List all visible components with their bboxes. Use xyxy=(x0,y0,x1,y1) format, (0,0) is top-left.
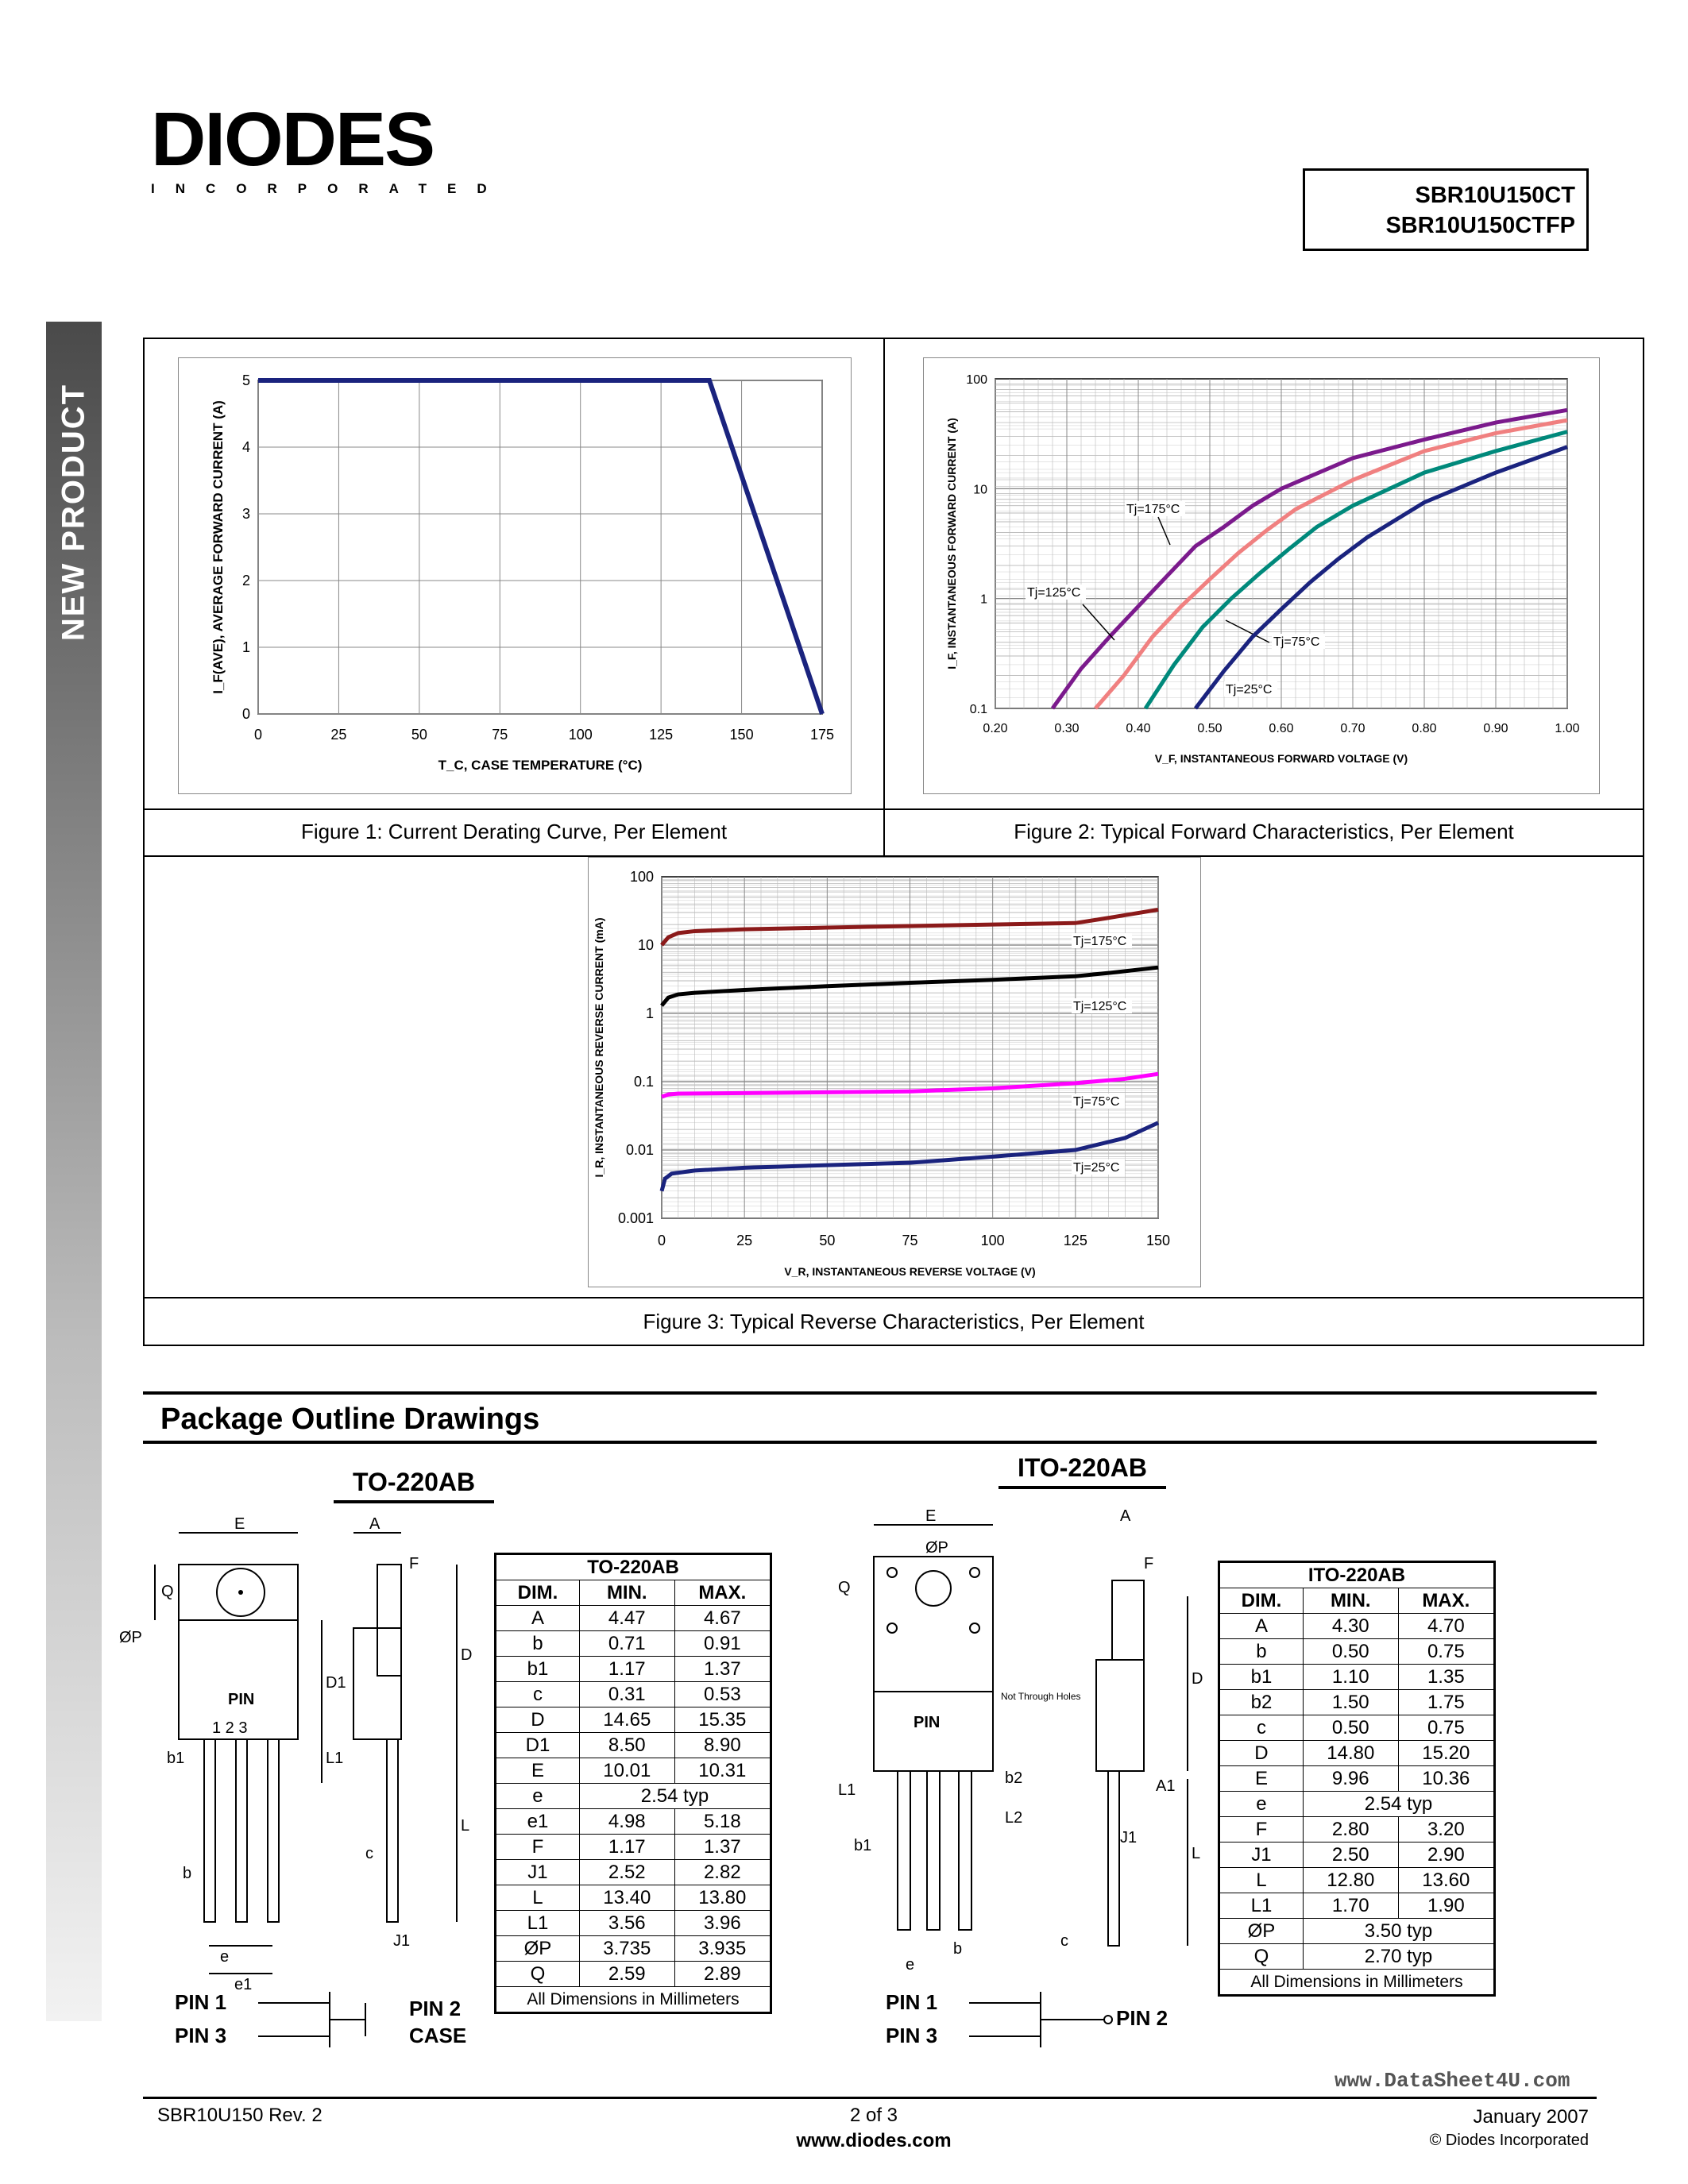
page-number: 2 of 3 xyxy=(849,2105,898,2126)
to220-dimension-table: TO-220AB DIM. MIN. MAX. A 4.47 4.67 b 0.71 0.91 b1 1.17 1.37 c 0.31 0.53 D 14.65 15.35 D1 8.50 8.90 E 10.01 10.31 e 2.54 typ e1 4.98 5.18 F 1.17 1.37 J1 2.52 2.82 L 13.40 13.80 L1 3.56 3.96 ØP 3.735 3.935 Q 2.59 2.89 All Dimensions in Millimeters xyxy=(494,1553,772,2014)
table-row: b1 1.10 1.35 xyxy=(1219,1665,1495,1690)
revision: SBR10U150 Rev. 2 xyxy=(157,2105,323,2126)
x-tick-label: 25 xyxy=(330,727,347,743)
y-axis-label: I_F(AVE), AVERAGE FORWARD CURRENT (A) xyxy=(211,400,226,694)
date: January 2007 xyxy=(1473,2106,1589,2128)
table-row: E 9.96 10.36 xyxy=(1219,1766,1495,1792)
footer-rule xyxy=(143,2097,1597,2099)
series-label: Tj=125°C xyxy=(1073,1000,1127,1013)
ito-dim-b: b xyxy=(953,1940,963,1958)
table-row: A 4.30 4.70 xyxy=(1219,1614,1495,1639)
y-tick-label: 0 xyxy=(241,706,250,722)
table-row: c 0.31 0.53 xyxy=(496,1682,771,1707)
y-axis-label: I_F, INSTANTANEOUS FORWARD CURRENT (A) xyxy=(945,418,958,669)
pin-label: PIN xyxy=(228,1691,255,1708)
part-number-box xyxy=(1303,168,1589,251)
dim-P: ØP xyxy=(119,1629,142,1646)
table-row: b1 1.17 1.37 xyxy=(496,1657,771,1682)
x-axis-label: V_R, INSTANTANEOUS REVERSE VOLTAGE (V) xyxy=(784,1265,1036,1278)
table-row: L1 3.56 3.96 xyxy=(496,1911,771,1936)
table-row: D1 8.50 8.90 xyxy=(496,1733,771,1758)
watermark: www.DataSheet4U.com xyxy=(1335,2069,1570,2093)
y-tick-label: 0.1 xyxy=(633,1074,654,1090)
series-label: Tj=25°C xyxy=(1073,1161,1120,1175)
x-tick-label: 0.90 xyxy=(1483,722,1508,735)
pin-numbers: 1 2 3 xyxy=(212,1719,248,1737)
ito-dim-A: A xyxy=(1120,1507,1131,1525)
ito-dim-F: F xyxy=(1144,1555,1154,1572)
ito-dim-L: L xyxy=(1192,1845,1201,1862)
dim-c: c xyxy=(365,1845,373,1862)
y-axis-label: I_R, INSTANTANEOUS REVERSE CURRENT (mA) xyxy=(593,917,605,1178)
ito220-label: ITO-220AB xyxy=(999,1453,1166,1489)
table-row: J1 2.52 2.82 xyxy=(496,1860,771,1885)
to220-table-title: TO-220AB xyxy=(496,1554,771,1580)
ito-dim-L2: L2 xyxy=(1005,1809,1023,1827)
table-row: E 10.01 10.31 xyxy=(496,1758,771,1784)
logo-subtitle: INCORPORATED xyxy=(151,181,508,196)
website: www.diodes.com xyxy=(796,2130,952,2151)
x-tick-label: 75 xyxy=(902,1233,918,1248)
case-label: CASE xyxy=(409,2024,467,2047)
table-row: b 0.50 0.75 xyxy=(1219,1639,1495,1665)
x-tick-label: 75 xyxy=(492,727,508,743)
table-row: L 13.40 13.80 xyxy=(496,1885,771,1911)
ito-pin-label: PIN xyxy=(914,1714,941,1731)
table-row: b 0.71 0.91 xyxy=(496,1631,771,1657)
table-row: Q 2.70 typ xyxy=(1219,1944,1495,1970)
table-row: J1 2.50 2.90 xyxy=(1219,1843,1495,1868)
table-row: D 14.65 15.35 xyxy=(496,1707,771,1733)
ito-dim-b1: b1 xyxy=(854,1837,872,1854)
x-tick-label: 50 xyxy=(819,1233,836,1248)
table-row: e 2.54 typ xyxy=(1219,1792,1495,1817)
x-tick-label: 0.50 xyxy=(1197,722,1223,735)
table-row: e 2.54 typ xyxy=(496,1784,771,1809)
series-label: Tj=75°C xyxy=(1073,1095,1120,1109)
y-tick-label: 100 xyxy=(966,373,987,387)
table-row: ØP 3.735 3.935 xyxy=(496,1936,771,1962)
ito-dim-Q: Q xyxy=(838,1579,851,1596)
x-tick-label: 125 xyxy=(1063,1233,1087,1248)
table-row: b2 1.50 1.75 xyxy=(1219,1690,1495,1715)
series-label: Tj=175°C xyxy=(1073,935,1127,948)
pin1-label: PIN 1 xyxy=(175,1990,227,2014)
ito-dim-e: e xyxy=(906,1956,915,1974)
table-row: F 1.17 1.37 xyxy=(496,1835,771,1860)
figure1-caption: Figure 1: Current Derating Curve, Per Element xyxy=(300,820,728,843)
figures-frame xyxy=(143,338,1644,1346)
pin3-label: PIN 3 xyxy=(175,2024,227,2047)
table-row: L1 1.70 1.90 xyxy=(1219,1893,1495,1919)
table-row: L 12.80 13.60 xyxy=(1219,1868,1495,1893)
ito220-dimension-table: ITO-220AB DIM. MIN. MAX. A 4.30 4.70 b 0.50 0.75 b1 1.10 1.35 b2 1.50 1.75 c 0.50 0.75 D 14.80 15.20 E 9.96 10.36 e 2.54 typ F 2.80 3.20 J1 2.50 2.90 L 12.80 13.60 L1 1.70 1.90 ØP 3.50 typ Q 2.70 typ All Dimensions in Millimeters xyxy=(1218,1561,1496,1997)
section-title: Package Outline Drawings xyxy=(160,1403,540,1436)
x-tick-label: 1.00 xyxy=(1555,722,1580,735)
dim-E: E xyxy=(234,1515,245,1533)
ito-dim-P: ØP xyxy=(925,1539,948,1557)
figure3-caption: Figure 3: Typical Reverse Characteristics, Per Element xyxy=(643,1310,1145,1333)
dim-Q: Q xyxy=(161,1583,174,1600)
ito-dim-b2: b2 xyxy=(1005,1769,1023,1787)
figure2-caption: Figure 2: Typical Forward Characteristics, Per Element xyxy=(1014,820,1514,843)
y-tick-label: 1 xyxy=(645,1005,654,1021)
x-tick-label: 0.30 xyxy=(1054,722,1080,735)
series-label: Tj=25°C xyxy=(1226,683,1273,696)
x-tick-label: 0.40 xyxy=(1126,722,1151,735)
dim-J1: J1 xyxy=(393,1932,411,1950)
x-tick-label: 100 xyxy=(568,727,593,743)
x-tick-label: 0.70 xyxy=(1340,722,1365,735)
part-number-1: SBR10U150CT xyxy=(1415,183,1575,208)
dim-F: F xyxy=(409,1555,419,1572)
ito-dim-D: D xyxy=(1192,1670,1203,1688)
x-tick-label: 25 xyxy=(736,1233,753,1248)
y-tick-label: 0.001 xyxy=(617,1210,654,1226)
y-tick-label: 3 xyxy=(241,506,250,522)
series-label: Tj=75°C xyxy=(1273,635,1320,649)
section-header xyxy=(143,1391,1597,1444)
table-row: e1 4.98 5.18 xyxy=(496,1809,771,1835)
dim-b1: b1 xyxy=(167,1750,185,1767)
table-row: ØP 3.50 typ xyxy=(1219,1919,1495,1944)
ito-pin3-label: PIN 3 xyxy=(886,2024,938,2047)
x-tick-label: 175 xyxy=(809,727,835,743)
to220-drawing xyxy=(119,1515,496,2057)
table-row: F 2.80 3.20 xyxy=(1219,1817,1495,1843)
x-axis-label: V_F, INSTANTANEOUS FORWARD VOLTAGE (V) xyxy=(1154,752,1408,765)
table-footer: All Dimensions in Millimeters xyxy=(496,1987,771,2013)
y-tick-label: 4 xyxy=(241,439,250,455)
dim-D1: D1 xyxy=(326,1674,346,1692)
dim-A: A xyxy=(369,1515,380,1533)
y-tick-label: 2 xyxy=(241,573,250,588)
table-row: D 14.80 15.20 xyxy=(1219,1741,1495,1766)
x-tick-label: 125 xyxy=(649,727,674,743)
x-tick-label: 150 xyxy=(729,727,754,743)
ito-dim-L1: L1 xyxy=(838,1781,856,1799)
figure2-chart xyxy=(923,357,1600,794)
figure3-chart xyxy=(588,857,1201,1287)
new-product-sidebar xyxy=(46,322,102,2021)
table-row: c 0.50 0.75 xyxy=(1219,1715,1495,1741)
dim-D: D xyxy=(461,1646,473,1664)
sidebar-label: NEW PRODUCT xyxy=(56,383,91,642)
x-tick-label: 0 xyxy=(253,727,263,743)
x-tick-label: 0.20 xyxy=(983,722,1008,735)
dim-e: e xyxy=(220,1948,230,1966)
table-row: A 4.47 4.67 xyxy=(496,1606,771,1631)
plot-area xyxy=(258,380,822,714)
series-label: Tj=125°C xyxy=(1027,586,1081,600)
part-number-2: SBR10U150CTFP xyxy=(1385,213,1575,238)
y-tick-label: 1 xyxy=(980,592,987,607)
x-tick-label: 50 xyxy=(411,727,427,743)
ito220-drawing xyxy=(830,1509,1243,2065)
dim-L1: L1 xyxy=(326,1750,344,1767)
logo-text: DIODES xyxy=(151,97,435,182)
ito-dim-A1: A1 xyxy=(1156,1777,1176,1795)
x-tick-label: 0.80 xyxy=(1412,722,1437,735)
y-tick-label: 100 xyxy=(629,869,654,885)
ito-dim-E: E xyxy=(925,1507,937,1525)
dim-e1: e1 xyxy=(234,1976,253,1993)
ito220-table-title: ITO-220AB xyxy=(1219,1562,1495,1588)
x-tick-label: 150 xyxy=(1145,1233,1171,1248)
ito-pin1-label: PIN 1 xyxy=(886,1990,938,2014)
ito-dim-J1: J1 xyxy=(1120,1829,1138,1846)
y-tick-label: 10 xyxy=(973,483,987,497)
figure1-chart xyxy=(178,357,852,794)
dim-L: L xyxy=(461,1817,470,1835)
table-row: Q 2.59 2.89 xyxy=(496,1962,771,1987)
x-tick-label: 0.60 xyxy=(1269,722,1294,735)
y-tick-label: 0.01 xyxy=(625,1142,654,1158)
to220-label: TO-220AB xyxy=(334,1468,494,1503)
ito-dim-c: c xyxy=(1060,1932,1068,1950)
ito-pin2-label: PIN 2 xyxy=(1116,2006,1168,2030)
y-tick-label: 10 xyxy=(637,937,654,953)
not-through-label: Not Through Holes xyxy=(1001,1691,1081,1702)
y-tick-label: 0.1 xyxy=(969,703,987,716)
y-tick-label: 1 xyxy=(241,639,250,655)
x-tick-label: 0 xyxy=(657,1233,666,1248)
copyright: © Diodes Incorporated xyxy=(1429,2132,1589,2149)
pin2-label: PIN 2 xyxy=(409,1997,462,2020)
x-axis-label: T_C, CASE TEMPERATURE (°C) xyxy=(438,758,643,773)
x-tick-label: 100 xyxy=(980,1233,1005,1248)
y-tick-label: 5 xyxy=(241,372,250,388)
dim-b: b xyxy=(183,1865,192,1882)
series-label: Tj=175°C xyxy=(1126,503,1180,516)
table-footer: All Dimensions in Millimeters xyxy=(1219,1970,1495,1996)
company-logo xyxy=(151,97,524,205)
